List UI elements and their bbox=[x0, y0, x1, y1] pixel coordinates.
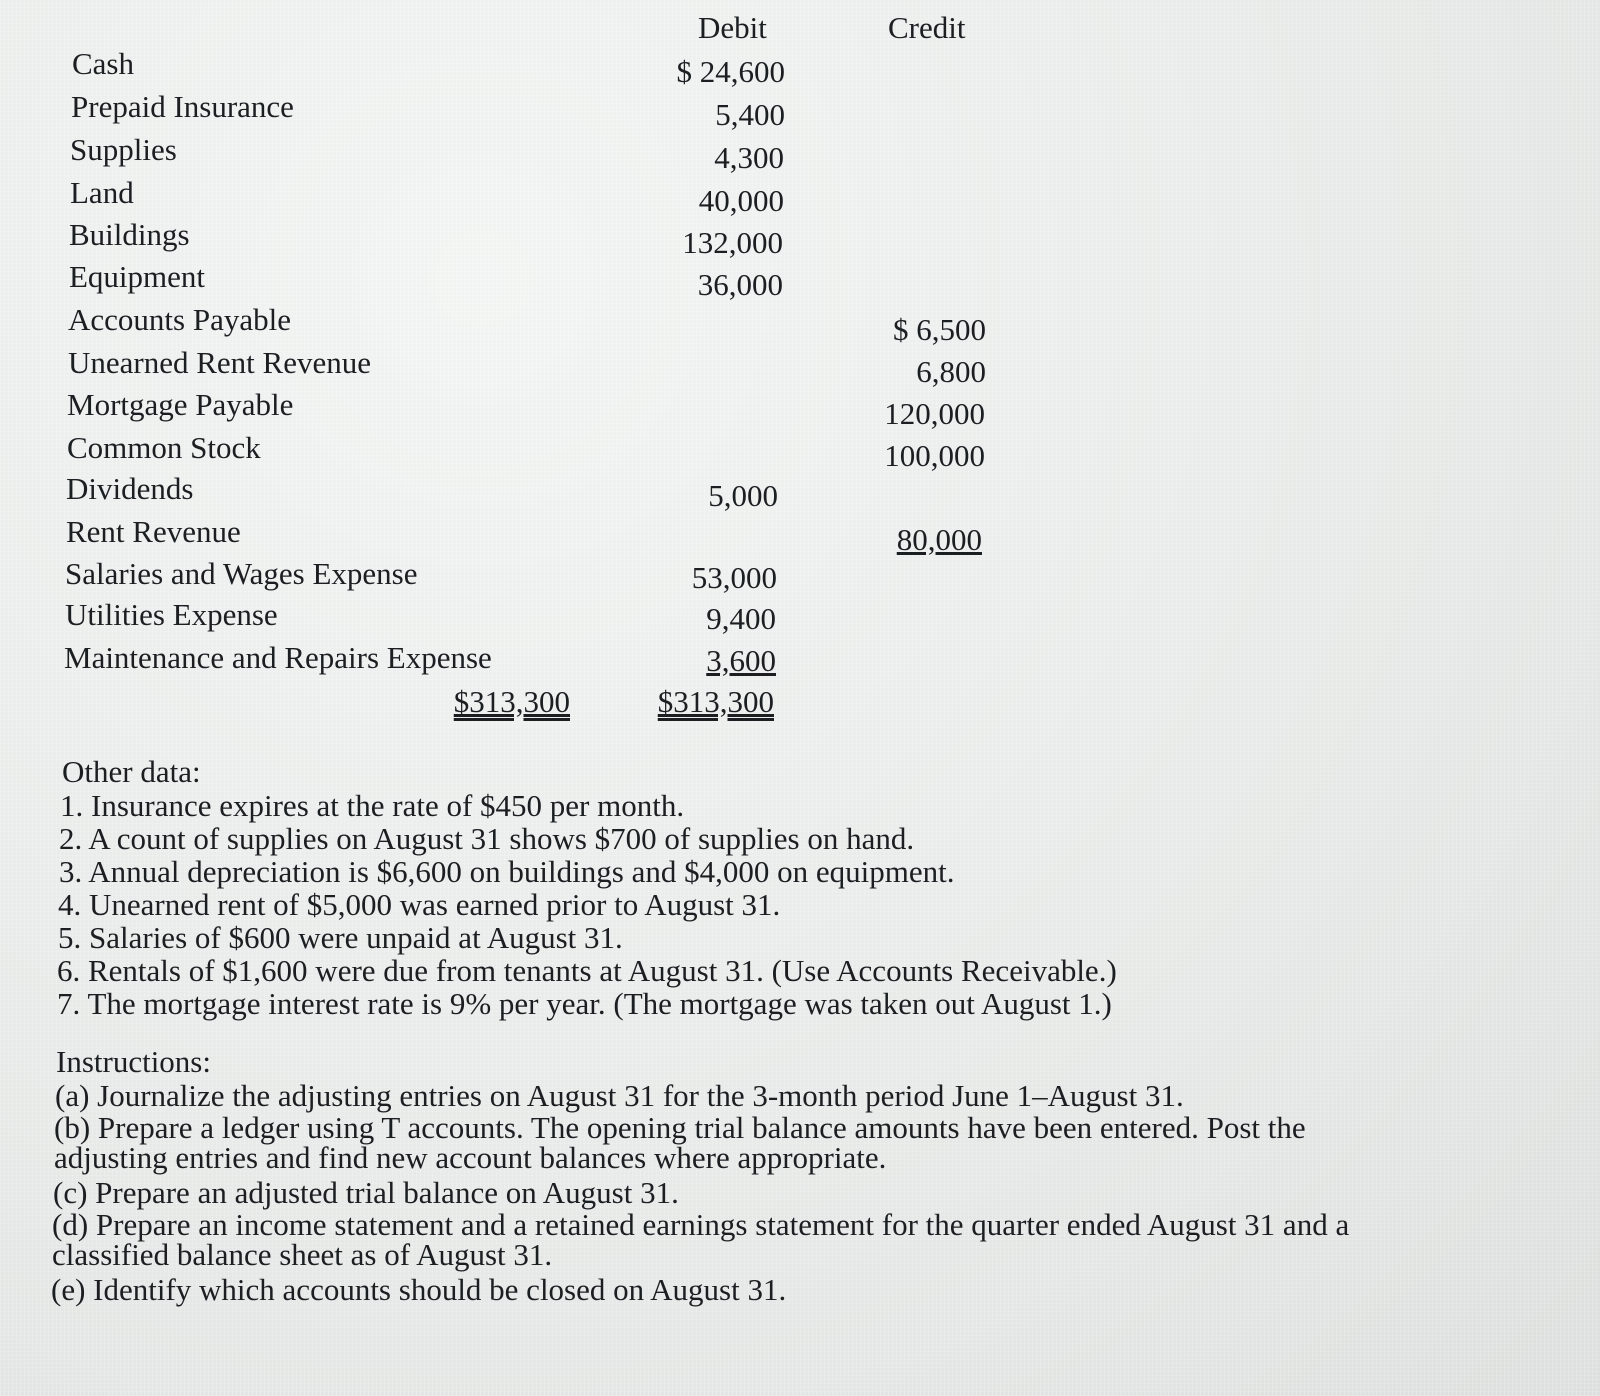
debit-amount-utilities-expense: 9,400 bbox=[706, 601, 776, 636]
other-data-item-2: 2. A count of supplies on August 31 shows $700 of supplies on hand. bbox=[59, 821, 915, 856]
account-name-cash: Cash bbox=[72, 46, 134, 81]
account-name-equipment: Equipment bbox=[69, 259, 206, 294]
account-name-dividends: Dividends bbox=[66, 471, 194, 506]
debit-amount-land: 40,000 bbox=[698, 183, 784, 218]
other-data-item-6: 6. Rentals of $1,600 were due from tenants at August 31. (Use Accounts Receivable.) bbox=[57, 953, 1117, 988]
debit-amount-dividends: 5,000 bbox=[708, 478, 778, 513]
other-data-item-5: 5. Salaries of $600 were unpaid at August 31. bbox=[58, 920, 623, 955]
total-left: $313,300 bbox=[453, 684, 570, 719]
other-data-item-1: 1. Insurance expires at the rate of $450 per month. bbox=[60, 788, 685, 823]
account-name-rent-revenue: Rent Revenue bbox=[66, 514, 241, 549]
credit-amount-mortgage-payable: 120,000 bbox=[884, 396, 985, 431]
account-name-utilities-expense: Utilities Expense bbox=[65, 597, 278, 632]
instruction-c: (c) Prepare an adjusted trial balance on August 31. bbox=[53, 1175, 679, 1210]
debit-amount-buildings: 132,000 bbox=[682, 225, 783, 260]
instruction-e: (e) Identify which accounts should be closed on August 31. bbox=[51, 1272, 787, 1307]
credit-amount-rent-revenue: 80,000 bbox=[896, 522, 982, 557]
debit-amount-maintenance-and-repairs-expense: 3,600 bbox=[706, 643, 776, 678]
account-name-salaries-and-wages-expense: Salaries and Wages Expense bbox=[65, 556, 418, 591]
other-data-title: Other data: bbox=[62, 754, 201, 789]
debit-amount-salaries-and-wages-expense: 53,000 bbox=[691, 560, 777, 595]
account-name-buildings: Buildings bbox=[69, 217, 190, 252]
credit-column-header: Credit bbox=[888, 10, 966, 45]
debit-amount-equipment: 36,000 bbox=[697, 267, 783, 302]
instruction-a: (a) Journalize the adjusting entries on August 31 for the 3-month period June 1–August 31. bbox=[55, 1078, 1184, 1113]
instruction-b: (b) Prepare a ledger using T accounts. The opening trial balance amounts have been entered. Post the adjusting entries and find new account balances where appropriate. bbox=[54, 1110, 1306, 1175]
account-name-unearned-rent-revenue: Unearned Rent Revenue bbox=[68, 345, 371, 380]
debit-amount-prepaid-insurance: 5,400 bbox=[715, 97, 785, 132]
other-data-item-4: 4. Unearned rent of $5,000 was earned prior to August 31. bbox=[58, 887, 781, 922]
credit-amount-unearned-rent-revenue: 6,800 bbox=[916, 354, 986, 389]
instructions-title: Instructions: bbox=[56, 1044, 211, 1079]
account-name-land: Land bbox=[70, 175, 134, 210]
debit-column-header: Debit bbox=[698, 10, 767, 45]
account-name-mortgage-payable: Mortgage Payable bbox=[67, 387, 294, 422]
other-data-item-7: 7. The mortgage interest rate is 9% per year. (The mortgage was taken out August 1.) bbox=[57, 986, 1112, 1021]
total-right: $313,300 bbox=[657, 684, 774, 719]
account-name-maintenance-and-repairs-expense: Maintenance and Repairs Expense bbox=[64, 640, 492, 675]
account-name-supplies: Supplies bbox=[70, 132, 177, 167]
credit-amount-common-stock: 100,000 bbox=[884, 438, 985, 473]
instruction-d: (d) Prepare an income statement and a retained earnings statement for the quarter ended August 31 and a classified balance sheet as of August 31. bbox=[52, 1207, 1350, 1272]
account-name-accounts-payable: Accounts Payable bbox=[68, 302, 291, 337]
account-name-prepaid-insurance: Prepaid Insurance bbox=[71, 89, 294, 124]
account-name-common-stock: Common Stock bbox=[67, 430, 261, 465]
other-data-item-3: 3. Annual depreciation is $6,600 on buildings and $4,000 on equipment. bbox=[59, 854, 955, 889]
debit-amount-cash: $ 24,600 bbox=[676, 54, 785, 89]
credit-amount-accounts-payable: $ 6,500 bbox=[893, 312, 986, 347]
debit-amount-supplies: 4,300 bbox=[714, 140, 784, 175]
